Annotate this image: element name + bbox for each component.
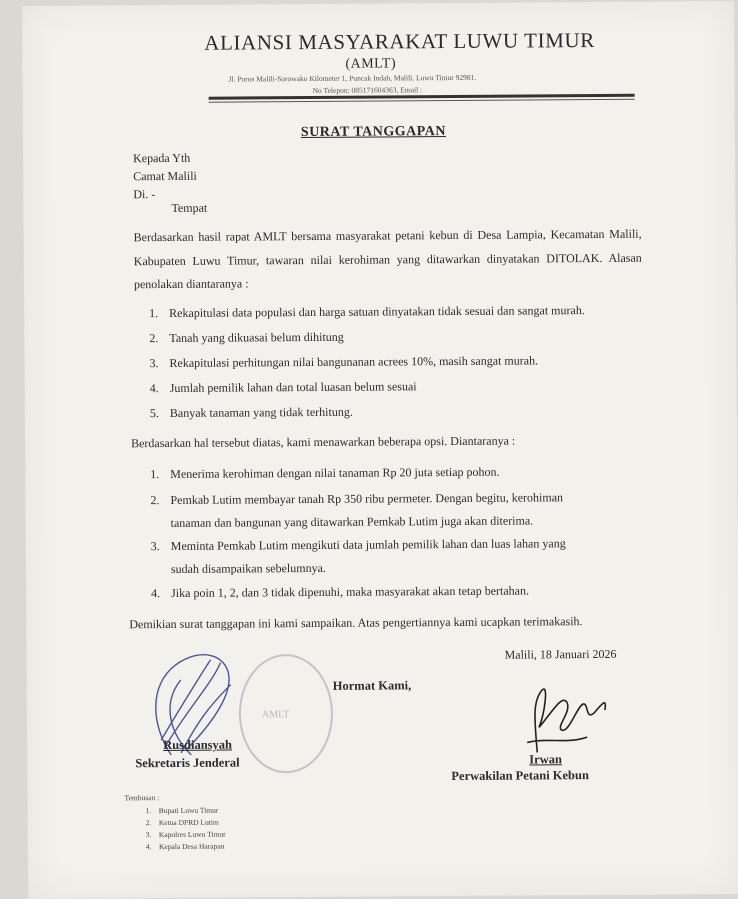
cc-item — [146, 818, 219, 828]
recipient-di: Di. - — [133, 187, 156, 202]
letterhead-divider-thin — [209, 99, 635, 103]
reason-item — [150, 379, 417, 396]
signatory-left-role: Sekretaris Jenderal — [135, 755, 240, 771]
recipient-place: Tempat — [171, 200, 208, 215]
option-item — [150, 465, 499, 482]
option-number: 2. — [150, 493, 160, 508]
option-item — [150, 490, 563, 508]
cc-text: Kepala Desa Harapan — [158, 841, 225, 852]
intro-paragraph: Berdasarkan hasil rapat AMLT bersama masyarakat petani kebun di Desa Lampia, Kecamatan Malili, Kabupaten Luwu Timur, tawaran nilai kerohiman yang ditawarkan dinyatakan DITOLAK. Alasan penolakan diantaranya : — [133, 226, 642, 292]
cc-item — [146, 830, 226, 840]
option-continuation: sudah disampaikan sebelumnya. — [170, 560, 326, 576]
reason-number: 5. — [149, 406, 159, 421]
recipient-name: Camat Malili — [133, 168, 197, 184]
stamp-text: AMLT — [261, 709, 290, 721]
options-intro: Berdasarkan hal tersebut diatas, kami menawarkan beberapa opsi. Diantaranya : — [131, 433, 516, 451]
letter-page — [22, 1, 738, 899]
regards: Hormat Kami, — [332, 678, 412, 693]
cc-text: Bupati Luwu Timur — [158, 805, 219, 816]
option-text: Pemkab Lutim membayar tanah Rp 350 ribu permeter. Dengan begitu, kerohiman — [170, 490, 564, 507]
option-item — [151, 536, 566, 554]
reason-number: 2. — [149, 331, 159, 346]
cc-text: Kapolres Luwu Timur — [158, 829, 226, 840]
cc-item — [146, 806, 219, 816]
reason-text: Banyak tanaman yang tidak terhitung. — [169, 404, 353, 420]
cc-number: 2. — [145, 818, 152, 828]
option-number: 3. — [150, 539, 160, 554]
contact-line: No Telepon: 085171604363, Email : — [312, 85, 423, 95]
signatory-left-name: Rusdiansyah — [163, 737, 233, 753]
reason-number: 1. — [149, 306, 159, 321]
signatory-right-role: Perwakilan Petani Kebun — [451, 768, 589, 784]
cc-item — [146, 842, 225, 852]
option-number: 4. — [151, 586, 161, 601]
cc-text: Ketua DPRD Lutim — [158, 817, 219, 828]
reason-text: Rekapitulasi data populasi dan harga satuan dinyatakan tidak sesuai dan sangat murah. — [169, 303, 585, 320]
recipient-salutation: Kepada Yth — [133, 150, 191, 166]
place-date: Malili, 18 Januari 2026 — [504, 646, 617, 662]
cc-number: 4. — [145, 842, 152, 852]
reason-text: Jumlah pemilik lahan dan total luasan belum sesuai — [169, 379, 417, 395]
reason-item — [149, 353, 538, 371]
closing-paragraph: Demikian surat tanggapan ini kami sampaikan. Atas pengertiannya kami ucapkan terimakasih. — [129, 614, 583, 632]
reason-number: 3. — [149, 356, 159, 371]
reason-text: Tanah yang dikuasai belum dihitung — [169, 329, 344, 345]
cc-number: 3. — [145, 830, 152, 840]
reason-number: 4. — [149, 381, 159, 396]
option-number: 1. — [150, 467, 160, 482]
cc-number: 1. — [145, 806, 152, 816]
option-text: Meminta Pemkab Lutim mengikuti data jumlah pemilik lahan dan luas lahan yang — [170, 536, 566, 553]
reason-item — [150, 405, 353, 421]
organization-abbreviation: (AMLT) — [345, 56, 397, 72]
option-text: Menerima kerohiman dengan nilai tanaman Rp 20 juta setiap pohon. — [170, 464, 500, 481]
option-item — [151, 583, 529, 601]
cc-label: Tembusan : — [124, 793, 160, 803]
signatory-right-name: Irwan — [529, 752, 562, 767]
address-line: Jl. Poros Malili-Sorowako Kilometer 1, Puncak Indah, Malili, Luwu Timur 92981. — [228, 72, 477, 84]
reason-item — [149, 330, 344, 346]
signature-right-icon — [507, 682, 618, 758]
organization-name: ALIANSI MASYARAKAT LUWU TIMUR — [204, 28, 595, 55]
reason-item — [149, 303, 585, 321]
letter-title: SURAT TANGGAPAN — [300, 124, 447, 141]
reason-text: Rekapitulasi perhitungan nilai bangunanan acrees 10%, masih sangat murah. — [169, 353, 539, 370]
option-text: Jika poin 1, 2, dan 3 tidak dipenuhi, maka masyarakat akan tetap bertahan. — [171, 583, 530, 600]
option-continuation: tanaman dan bangunan yang ditawarkan Pemkab Lutim juga akan diterima. — [170, 513, 534, 530]
